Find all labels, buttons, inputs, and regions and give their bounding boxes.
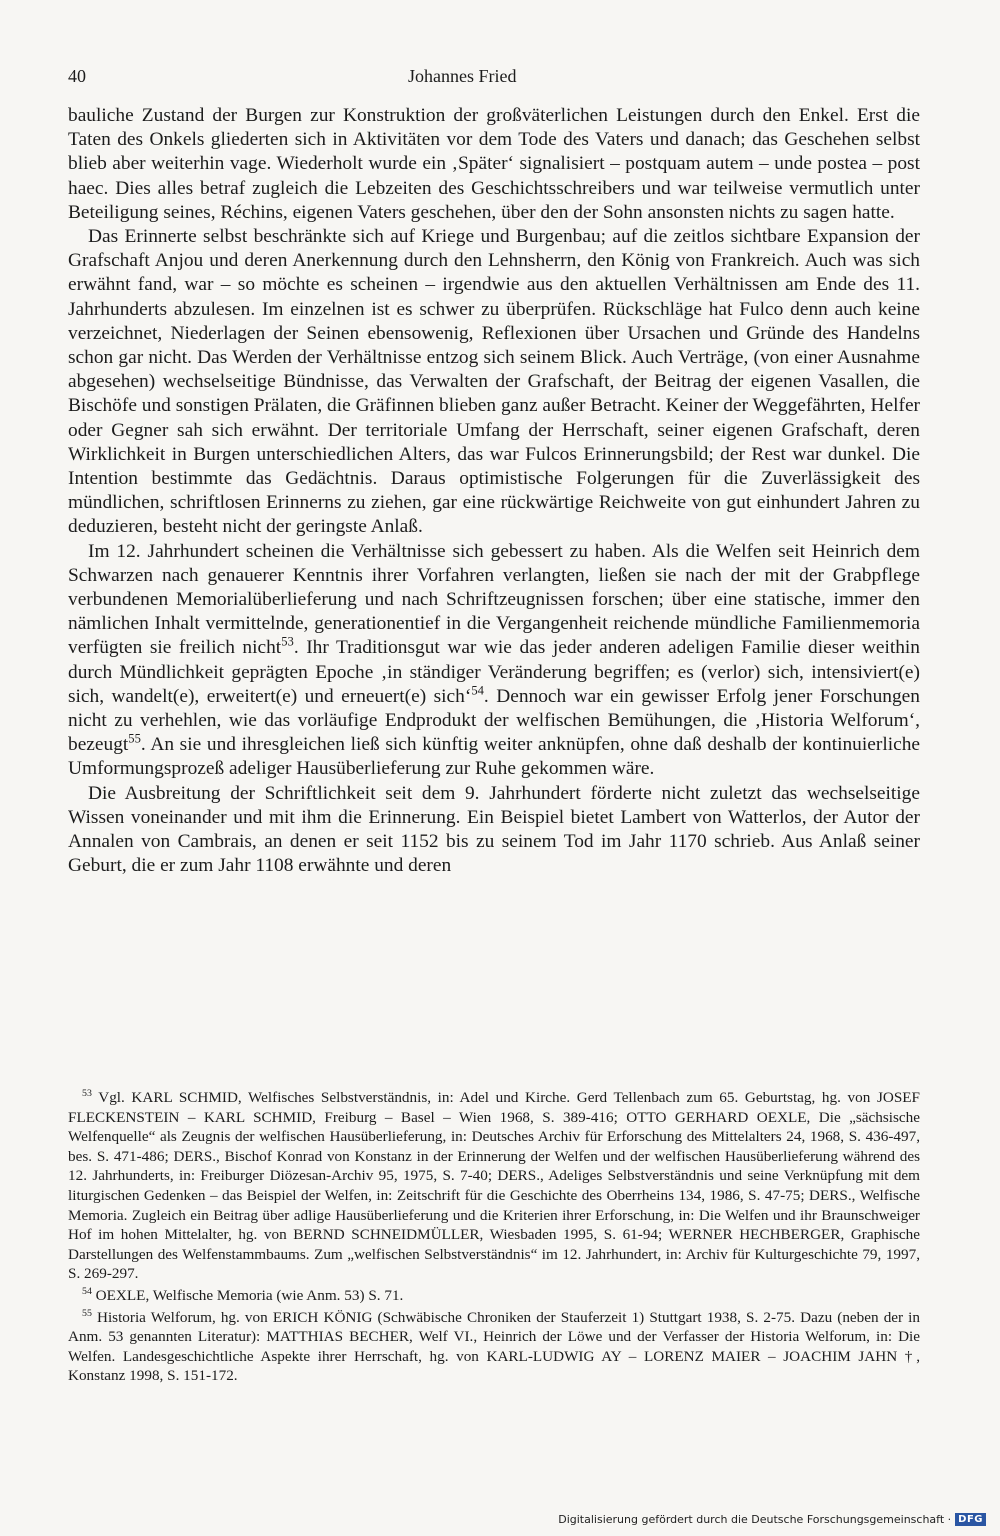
- footnote-53: [68, 1088, 920, 1284]
- footnote-number: 55: [82, 1307, 92, 1319]
- paragraph-2: Das Erinnerte selbst beschränkte sich auf Kriege und Burgenbau; auf die zeitlos sichtbare Expansion der Grafschaft Anjou und deren Anerkennung durch den Lehnsherrn, den König von Frankreich. Auch was sich erwähnt fand, war – so möchte es scheinen – irgendwie aus den aktuellen Verhältnissen am Ende des 11. Jahrhunderts abzulesen. Im einzelnen ist es schwer zu überprüfen. Rückschläge hat Fulco denn auch keine verzeichnet, Niederlagen der Seinen ebensowenig, Reflexionen über Ursachen und Gründe des Handelns schon gar nicht. Das Werden der Verhältnisse entzog sich seinem Blick. Auch Verträge, (von einer Ausnahme abgesehen) wechselseitige Bündnisse, das Verwalten der Grafschaft, der Beitrag der eigenen Vasallen, die Bischöfe und sonstigen Prälaten, die Gräfinnen blieben ganz außer Betracht. Keiner der Weggefährten, Helfer oder Gegner sah sich erwähnt. Der territoriale Umfang der Herrschaft, seiner eigenen Grafschaft, deren Wirklichkeit in Burgen unterschiedlichen Alters, das war Fulcos Erinnerungsbild; der Rest war dunkel. Die Intention bestimmte das Gedächtnis. Daraus optimistische Folgerungen für die Zuverlässigkeit des mündlichen, schriftlosen Erinnerns zu ziehen, gar eine rückwärtige Reichweite von gut einhundert Jahren zu deduzieren, besteht nicht der geringste Anlaß.: [68, 226, 921, 538]
- footnote-text: Historia Welforum, hg. von ERICH KÖNIG (Schwäbische Chroniken der Stauferzeit 1) Stuttgart 1938, S. 2-75. Dazu (neben der in Anm. 53 genannten Literatur): MATTHIAS BECHER, Welf VI., Heinrich der Löwe und der Verfasser der Historia Welforum, in: Die Welfen. Landesgeschichtliche Aspekte ihrer Herrschaft, hg. von KARL-LUDWIG AY – LORENZ MAIER – JOACHIM JAHN †, Konstanz 1998, S. 151-172.: [68, 1308, 920, 1385]
- footnote-ref-53[interactable]: 53: [281, 635, 294, 649]
- paragraph-3-part-b: . Ihr Traditionsgut war wie das jeder anderen adeligen Familie dieser weithin durch Mündlichkeit geprägten Epoche ‚in ständiger Veränderung begriffen; es (verlor) sich, intensiviert(e) sich, wandelt(e), erweitert(e) und erneuert(e) sich‘: [68, 637, 921, 707]
- footnote-number: 53: [82, 1087, 92, 1099]
- footnote-text: OEXLE, Welfische Memoria (wie Anm. 53) S. 71.: [95, 1286, 404, 1304]
- main-text: [68, 104, 920, 879]
- paragraph-3-part-a: Im 12. Jahrhundert scheinen die Verhältnisse sich gebessert zu haben. Als die Welfen seit Heinrich dem Schwarzen nach genauerer Kenntnis ihrer Vorfahren verlangten, ließen sie nach der mit der Grabpflege verbundenen Memorialüberlieferung und nach Schriftzeugnissen forschen; über eine statische, immer den nämlichen Inhalt vermittelnde, generationentief in die Vergangenheit reichende mündliche Familienmemoria verfügten sie freilich nicht: [68, 540, 920, 659]
- paragraph-3-part-c: . Dennoch war ein gewisser Erfolg jener Forschungen nicht zu verhehlen, wie das vorläufige Endprodukt der welfischen Bemühungen, die ‚Historia Welforum‘, bezeugt: [68, 685, 920, 756]
- paragraph-3: [68, 540, 920, 782]
- footnote-55: [68, 1308, 920, 1386]
- dfg-logo: DFG: [955, 1513, 986, 1526]
- footnote-ref-55[interactable]: 55: [128, 731, 141, 746]
- paragraph-4: Die Ausbreitung der Schriftlichkeit seit dem 9. Jahrhundert förderte nicht zuletzt das wechselseitige Wissen voneinander und mit ihm die Erinnerung. Ein Beispiel bietet Lambert von Watterlos, der Autor der Annalen von Cambrais, an denen er seit 1152 bis zu seinem Tod im Jahr 1170 schrieb. Aus Anlaß seiner Geburt, die er zum Jahr 1108 erwähnte und deren: [68, 782, 920, 877]
- footnote-text: Vgl. KARL SCHMID, Welfisches Selbstverständnis, in: Adel und Kirche. Gerd Tellenbach zum 65. Geburtstag, hg. von JOSEF FLECKENSTEIN – KARL SCHMID, Freiburg – Basel – Wien 1968, S. 389-416; OTTO GERHARD OEXLE, Die „sächsische Welfenquelle“ als Zeugnis der welfischen Hausüberlieferung, in: Deutsches Archiv für Erforschung des Mittelalters 24, 1968, S. 436-497, bes. S. 471-486; DERS., Bischof Konrad von Konstanz in der Erinnerung der Welfen und der welfischen Hausüberlieferung während des 12. Jahrhunderts, in: Freiburger Diözesan-Archiv 95, 1975, S. 7-40; DERS., Adeliges Selbstverständnis und seine Verknüpfung mit dem liturgischen Gedenken – das Beispiel der Welfen, in: Zeitschrift für die Geschichte des Oberrheins 134, 1986, S. 47-75; DERS., Welfische Memoria. Zugleich ein Beitrag über adlige Hausüberlieferung und die Kriterien ihrer Erforschung, in: Die Welfen und ihr Braunschweiger Hof im hohen Mittelalter, hg. von BERND SCHNEIDMÜLLER, Wiesbaden 1995, S. 61-94; WERNER HECHBERGER, Graphische Darstellungen des Welfenstammbaums. Zum „welfischen Selbstverständnis“ im 12. Jahrhundert, in: Archiv für Kulturgeschichte 79, 1997, S. 269-297.: [68, 1089, 920, 1283]
- digitization-credit: [558, 1513, 986, 1526]
- footnote-54: [68, 1286, 920, 1306]
- footnote-ref-54[interactable]: 54: [471, 683, 484, 698]
- footnote-number: 54: [82, 1285, 92, 1297]
- footnotes: [68, 1088, 920, 1388]
- paragraph-1: bauliche Zustand der Burgen zur Konstruktion der großväterlichen Leistungen durch den Enkel. Erst die Taten des Onkels gliederten sich in Aktivitäten vor dem Tode des Vaters und danach; das Geschehen selbst blieb aber weiterhin vage. Wiederholt wurde ein ‚Später‘ signalisiert – postquam autem – unde postea – post haec. Dies alles betraf zugleich die Lebzeiten des Geschichtsschreibers und war teilweise vermutlich unter Beteiligung seines, Réchins, eigenen Vaters geschehen, über den der Sohn ansonsten nichts zu sagen hatte.: [68, 105, 920, 223]
- page-number: 40: [68, 66, 86, 86]
- running-head: Johannes Fried: [408, 66, 517, 86]
- credit-text: Digitalisierung gefördert durch die Deutsche Forschungsgemeinschaft ·: [558, 1513, 952, 1526]
- paragraph-3-part-d: . An sie und ihresgleichen ließ sich künftig weiter anknüpfen, ohne daß deshalb der kontinuierliche Umformungsprozeß adeliger Hausüberlieferung zur Ruhe gekommen wäre.: [68, 734, 920, 780]
